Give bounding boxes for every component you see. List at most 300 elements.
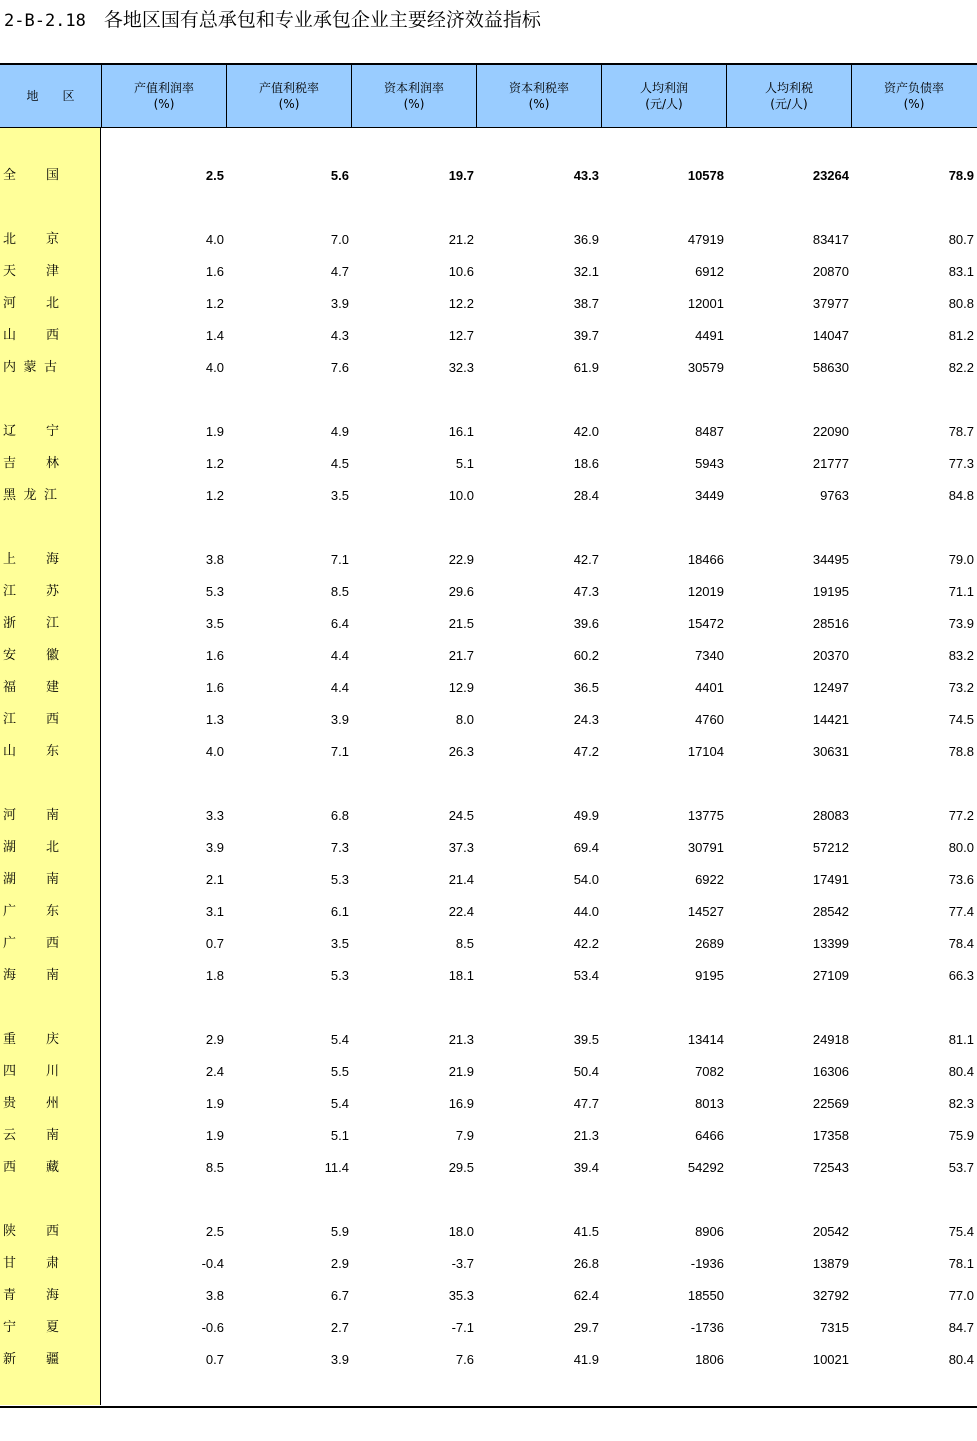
value-cell: 28.4 xyxy=(573,488,599,503)
value-cell: 18466 xyxy=(687,552,724,567)
region-name xyxy=(3,806,59,826)
value-cell: 26.8 xyxy=(573,1256,599,1271)
header-col-4-line2: (%) xyxy=(528,97,550,111)
region-name-char: 上 xyxy=(3,552,17,567)
value-cell: 13414 xyxy=(687,1032,724,1047)
region-name-char: 湖 xyxy=(3,872,17,887)
value-cell: 7.6 xyxy=(330,360,349,375)
value-cell: 2.1 xyxy=(205,872,224,887)
value-cell: 1.8 xyxy=(205,968,224,983)
value-cell: 7.0 xyxy=(330,232,349,247)
header-col-3-line1: 资本利润率 xyxy=(383,81,444,95)
value-cell: 37977 xyxy=(812,296,849,311)
table-code: 2-B-2.18 xyxy=(4,11,86,31)
value-cell: 80.0 xyxy=(948,840,974,855)
value-cell: 53.7 xyxy=(948,1160,974,1175)
region-name-char: 黑 xyxy=(3,488,17,503)
header-col-5-line1: 人均利润 xyxy=(639,81,688,95)
value-cell: 1.9 xyxy=(205,1128,224,1143)
table-row xyxy=(0,710,977,730)
region-name xyxy=(3,614,59,634)
table-row xyxy=(0,902,977,922)
header-col-7 xyxy=(852,65,976,127)
value-cell: 24918 xyxy=(812,1032,849,1047)
region-name xyxy=(3,710,59,730)
header-col-3 xyxy=(352,65,476,127)
value-cell: -7.1 xyxy=(451,1320,474,1335)
region-name xyxy=(3,870,59,890)
region-name-char: 辽 xyxy=(3,424,17,439)
region-name-char: 山 xyxy=(3,744,17,759)
value-cell: 26.3 xyxy=(448,744,474,759)
value-cell: 7340 xyxy=(695,648,724,663)
value-cell: 78.7 xyxy=(948,424,974,439)
value-cell: 77.3 xyxy=(948,456,974,471)
header-col-7-line2: (%) xyxy=(903,97,925,111)
region-name xyxy=(3,358,57,378)
region-name-char: 西 xyxy=(45,936,59,951)
header-col-5 xyxy=(602,65,726,127)
value-cell: 0.7 xyxy=(205,1352,224,1367)
table-row xyxy=(0,1030,977,1050)
region-name-char: 北 xyxy=(45,840,59,855)
region-name-char: 东 xyxy=(45,744,59,759)
value-cell: 78.1 xyxy=(948,1256,974,1271)
value-cell: 83417 xyxy=(812,232,849,247)
value-cell: 75.4 xyxy=(948,1224,974,1239)
value-cell: 1.6 xyxy=(205,680,224,695)
value-cell: 38.7 xyxy=(573,296,599,311)
region-name xyxy=(3,550,59,570)
header-col-2-line2: (%) xyxy=(278,97,300,111)
value-cell: 16.1 xyxy=(448,424,474,439)
header-col-6-line1: 人均利税 xyxy=(764,81,813,95)
header-col-6-line2: (元/人) xyxy=(770,97,808,111)
value-cell: 6.8 xyxy=(330,808,349,823)
value-cell: 13879 xyxy=(812,1256,849,1271)
value-cell: 47919 xyxy=(687,232,724,247)
value-cell: 7.3 xyxy=(330,840,349,855)
value-cell: 1.2 xyxy=(205,296,224,311)
value-cell: 22.9 xyxy=(448,552,474,567)
value-cell: 12.2 xyxy=(448,296,474,311)
value-cell: -0.6 xyxy=(201,1320,224,1335)
region-name-char: 江 xyxy=(43,488,57,503)
value-cell: 3.9 xyxy=(330,296,349,311)
value-cell: 1.9 xyxy=(205,1096,224,1111)
value-cell: 13399 xyxy=(812,936,849,951)
region-name-char: 宁 xyxy=(45,424,59,439)
value-cell: 58630 xyxy=(812,360,849,375)
table-row xyxy=(0,1094,977,1114)
table-row xyxy=(0,966,977,986)
value-cell: 39.4 xyxy=(573,1160,599,1175)
value-cell: 34495 xyxy=(812,552,849,567)
value-cell: 24.3 xyxy=(573,712,599,727)
region-name-char: 江 xyxy=(3,584,17,599)
region-name-char: 青 xyxy=(3,1288,17,1303)
value-cell: 12001 xyxy=(687,296,724,311)
region-name-char: 甘 xyxy=(3,1256,17,1271)
value-cell: 47.7 xyxy=(573,1096,599,1111)
region-name xyxy=(3,1318,59,1338)
header-col-4-line1: 资本利税率 xyxy=(508,81,569,95)
table-row xyxy=(0,838,977,858)
region-name-char: 西 xyxy=(45,712,59,727)
table-row xyxy=(0,326,977,346)
value-cell: 21.7 xyxy=(448,648,474,663)
region-name-char: 南 xyxy=(45,968,59,983)
value-cell: 32792 xyxy=(812,1288,849,1303)
value-cell: 69.4 xyxy=(573,840,599,855)
value-cell: 4.0 xyxy=(205,360,224,375)
value-cell: 18.6 xyxy=(573,456,599,471)
value-cell: 1.3 xyxy=(205,712,224,727)
value-cell: 39.6 xyxy=(573,616,599,631)
value-cell: 3.5 xyxy=(330,936,349,951)
value-cell: 3.5 xyxy=(205,616,224,631)
value-cell: 22090 xyxy=(812,424,849,439)
region-name xyxy=(3,742,59,762)
region-name xyxy=(3,678,59,698)
region-name-char: 东 xyxy=(45,904,59,919)
value-cell: 1806 xyxy=(695,1352,724,1367)
value-cell: 28542 xyxy=(812,904,849,919)
value-cell: 80.8 xyxy=(948,296,974,311)
region-name-char: 全 xyxy=(3,168,17,183)
value-cell: 6466 xyxy=(695,1128,724,1143)
region-name xyxy=(3,838,59,858)
table-row xyxy=(0,934,977,954)
value-cell: 10.0 xyxy=(448,488,474,503)
header-region xyxy=(0,65,101,127)
region-name xyxy=(3,1286,59,1306)
value-cell: 2.5 xyxy=(205,168,224,183)
value-cell: 42.7 xyxy=(573,552,599,567)
value-cell: 73.2 xyxy=(948,680,974,695)
value-cell: 21.9 xyxy=(448,1064,474,1079)
value-cell: 5.3 xyxy=(205,584,224,599)
value-cell: 42.2 xyxy=(573,936,599,951)
value-cell: 27109 xyxy=(812,968,849,983)
region-name-char: 重 xyxy=(3,1032,17,1047)
value-cell: 5.9 xyxy=(330,1224,349,1239)
value-cell: 7315 xyxy=(820,1320,849,1335)
region-name-char: 云 xyxy=(3,1128,17,1143)
value-cell: 1.2 xyxy=(205,488,224,503)
header-col-4 xyxy=(477,65,601,127)
bottom-rule xyxy=(0,1406,977,1408)
value-cell: 53.4 xyxy=(573,968,599,983)
region-name-char: 西 xyxy=(45,1224,59,1239)
value-cell: 44.0 xyxy=(573,904,599,919)
table-header xyxy=(0,65,977,128)
region-name xyxy=(3,454,59,474)
region-name xyxy=(3,934,59,954)
value-cell: 5.3 xyxy=(330,872,349,887)
value-cell: 4.4 xyxy=(330,680,349,695)
region-name-char: 建 xyxy=(45,680,59,695)
value-cell: 36.9 xyxy=(573,232,599,247)
value-cell: 78.4 xyxy=(948,936,974,951)
region-name-char: 蒙 xyxy=(23,360,37,375)
value-cell: 60.2 xyxy=(573,648,599,663)
value-cell: 4.0 xyxy=(205,744,224,759)
table-row xyxy=(0,358,977,378)
table-row xyxy=(0,1062,977,1082)
region-name-char: 安 xyxy=(3,648,17,663)
table-row xyxy=(0,550,977,570)
value-cell: 82.2 xyxy=(948,360,974,375)
value-cell: 80.4 xyxy=(948,1064,974,1079)
value-cell: 3.9 xyxy=(330,1352,349,1367)
value-cell: -1736 xyxy=(690,1320,724,1335)
region-name xyxy=(3,966,59,986)
value-cell: 1.4 xyxy=(205,328,224,343)
table-row xyxy=(0,1254,977,1274)
value-cell: 8.5 xyxy=(330,584,349,599)
value-cell: 23264 xyxy=(812,168,849,183)
table-row xyxy=(0,230,977,250)
region-name-char: 南 xyxy=(45,808,59,823)
value-cell: 79.0 xyxy=(948,552,974,567)
value-cell: 4760 xyxy=(695,712,724,727)
value-cell: 35.3 xyxy=(448,1288,474,1303)
value-cell: 5.3 xyxy=(330,968,349,983)
region-name-char: 南 xyxy=(45,872,59,887)
value-cell: 6.4 xyxy=(330,616,349,631)
value-cell: 19195 xyxy=(812,584,849,599)
value-cell: 1.9 xyxy=(205,424,224,439)
value-cell: 6912 xyxy=(695,264,724,279)
value-cell: 73.9 xyxy=(948,616,974,631)
value-cell: 54.0 xyxy=(573,872,599,887)
value-cell: 5.4 xyxy=(330,1032,349,1047)
value-cell: 7082 xyxy=(695,1064,724,1079)
value-cell: 8.5 xyxy=(205,1160,224,1175)
value-cell: 61.9 xyxy=(573,360,599,375)
value-cell: 81.2 xyxy=(948,328,974,343)
value-cell: 7.1 xyxy=(330,744,349,759)
value-cell: 83.1 xyxy=(948,264,974,279)
table-row xyxy=(0,1126,977,1146)
value-cell: 1.6 xyxy=(205,648,224,663)
value-cell: 1.6 xyxy=(205,264,224,279)
value-cell: 1.2 xyxy=(205,456,224,471)
value-cell: 71.1 xyxy=(948,584,974,599)
region-name-char: 苏 xyxy=(45,584,59,599)
page-title xyxy=(4,6,541,34)
value-cell: 77.4 xyxy=(948,904,974,919)
value-cell: 28516 xyxy=(812,616,849,631)
value-cell: 7.9 xyxy=(455,1128,474,1143)
region-name-char: 夏 xyxy=(45,1320,59,1335)
table-row xyxy=(0,486,977,506)
value-cell: 10.6 xyxy=(448,264,474,279)
region-name-char: 徽 xyxy=(45,648,59,663)
region-name-char: 古 xyxy=(43,360,57,375)
value-cell: 80.7 xyxy=(948,232,974,247)
value-cell: 84.8 xyxy=(948,488,974,503)
region-name xyxy=(3,646,59,666)
region-name xyxy=(3,1158,59,1178)
value-cell: 42.0 xyxy=(573,424,599,439)
value-cell: 21777 xyxy=(812,456,849,471)
value-cell: 21.4 xyxy=(448,872,474,887)
table-row xyxy=(0,422,977,442)
value-cell: 3.8 xyxy=(205,1288,224,1303)
region-name-char: 贵 xyxy=(3,1096,17,1111)
value-cell: 39.7 xyxy=(573,328,599,343)
value-cell: 21.3 xyxy=(448,1032,474,1047)
value-cell: 77.0 xyxy=(948,1288,974,1303)
region-name xyxy=(3,262,59,282)
value-cell: 22.4 xyxy=(448,904,474,919)
value-cell: 20870 xyxy=(812,264,849,279)
value-cell: 5.6 xyxy=(330,168,349,183)
value-cell: 4.5 xyxy=(330,456,349,471)
region-name xyxy=(3,1350,59,1370)
value-cell: 3.5 xyxy=(330,488,349,503)
value-cell: 49.9 xyxy=(573,808,599,823)
value-cell: 11.4 xyxy=(324,1160,349,1175)
header-col-7-line1: 资产负债率 xyxy=(883,81,944,95)
table-title: 各地区国有总承包和专业承包企业主要经济效益指标 xyxy=(103,9,541,31)
value-cell: 18.0 xyxy=(448,1224,474,1239)
value-cell: 54292 xyxy=(687,1160,724,1175)
value-cell: 3.8 xyxy=(205,552,224,567)
value-cell: 75.9 xyxy=(948,1128,974,1143)
value-cell: 4.4 xyxy=(330,648,349,663)
region-name xyxy=(3,1126,59,1146)
value-cell: 4401 xyxy=(695,680,724,695)
region-name-char: 新 xyxy=(3,1352,17,1367)
table-row xyxy=(0,262,977,282)
value-cell: 6.7 xyxy=(330,1288,349,1303)
region-name-char: 四 xyxy=(3,1064,17,1079)
value-cell: 81.1 xyxy=(948,1032,974,1047)
value-cell: 7.1 xyxy=(330,552,349,567)
region-name xyxy=(3,230,59,250)
value-cell: 21.5 xyxy=(448,616,474,631)
value-cell: 39.5 xyxy=(573,1032,599,1047)
region-name xyxy=(3,166,59,186)
value-cell: 77.2 xyxy=(948,808,974,823)
value-cell: 78.9 xyxy=(948,168,974,183)
table-row xyxy=(0,1222,977,1242)
value-cell: 29.5 xyxy=(448,1160,474,1175)
value-cell: 73.6 xyxy=(948,872,974,887)
region-column-background xyxy=(0,128,101,1405)
value-cell: 28083 xyxy=(812,808,849,823)
value-cell: 7.6 xyxy=(455,1352,474,1367)
region-name-char: 吉 xyxy=(3,456,17,471)
value-cell: 21.3 xyxy=(573,1128,599,1143)
region-name xyxy=(3,294,59,314)
value-cell: 36.5 xyxy=(573,680,599,695)
value-cell: 5943 xyxy=(695,456,724,471)
table-row xyxy=(0,1350,977,1370)
value-cell: -3.7 xyxy=(451,1256,474,1271)
region-name-char: 藏 xyxy=(45,1160,59,1175)
region-name-char: 京 xyxy=(45,232,59,247)
table-row xyxy=(0,1158,977,1178)
value-cell: 8.5 xyxy=(455,936,474,951)
region-name-char: 州 xyxy=(45,1096,59,1111)
value-cell: 4491 xyxy=(695,328,724,343)
region-name-char: 疆 xyxy=(45,1352,59,1367)
value-cell: 62.4 xyxy=(573,1288,599,1303)
region-name xyxy=(3,1222,59,1242)
header-region-label: 地 区 xyxy=(26,89,75,103)
region-name-char: 福 xyxy=(3,680,17,695)
value-cell: 6.1 xyxy=(330,904,349,919)
value-cell: 9195 xyxy=(695,968,724,983)
region-name xyxy=(3,1030,59,1050)
table-row xyxy=(0,806,977,826)
value-cell: 19.7 xyxy=(448,168,474,183)
region-name-char: 宁 xyxy=(3,1320,17,1335)
value-cell: 2689 xyxy=(695,936,724,951)
value-cell: 2.5 xyxy=(205,1224,224,1239)
value-cell: 2.9 xyxy=(205,1032,224,1047)
value-cell: 74.5 xyxy=(948,712,974,727)
value-cell: 4.3 xyxy=(330,328,349,343)
value-cell: 17104 xyxy=(687,744,724,759)
region-name-char: 广 xyxy=(3,904,17,919)
value-cell: 22569 xyxy=(812,1096,849,1111)
value-cell: 20370 xyxy=(812,648,849,663)
value-cell: 30791 xyxy=(687,840,724,855)
value-cell: 16.9 xyxy=(448,1096,474,1111)
region-name-char: 肃 xyxy=(45,1256,59,1271)
value-cell: 5.1 xyxy=(330,1128,349,1143)
value-cell: 30579 xyxy=(687,360,724,375)
table-row xyxy=(0,678,977,698)
value-cell: 37.3 xyxy=(448,840,474,855)
region-name-char: 海 xyxy=(45,1288,59,1303)
header-col-5-line2: (元/人) xyxy=(645,97,683,111)
value-cell: 8013 xyxy=(695,1096,724,1111)
value-cell: 41.9 xyxy=(573,1352,599,1367)
value-cell: 17491 xyxy=(812,872,849,887)
value-cell: 5.1 xyxy=(455,456,474,471)
value-cell: 4.0 xyxy=(205,232,224,247)
region-name-char: 山 xyxy=(3,328,17,343)
value-cell: 47.2 xyxy=(573,744,599,759)
value-cell: 5.4 xyxy=(330,1096,349,1111)
value-cell: 14047 xyxy=(812,328,849,343)
value-cell: 17358 xyxy=(812,1128,849,1143)
region-name xyxy=(3,1094,59,1114)
value-cell: 18550 xyxy=(687,1288,724,1303)
table-row xyxy=(0,742,977,762)
table-row xyxy=(0,1286,977,1306)
region-name-char: 庆 xyxy=(45,1032,59,1047)
value-cell: -0.4 xyxy=(201,1256,224,1271)
value-cell: 20542 xyxy=(812,1224,849,1239)
value-cell: 3.1 xyxy=(205,904,224,919)
value-cell: 66.3 xyxy=(948,968,974,983)
region-name xyxy=(3,422,59,442)
value-cell: 24.5 xyxy=(448,808,474,823)
header-col-2 xyxy=(227,65,351,127)
value-cell: 9763 xyxy=(820,488,849,503)
value-cell: 2.4 xyxy=(205,1064,224,1079)
region-name-char: 西 xyxy=(45,328,59,343)
value-cell: 83.2 xyxy=(948,648,974,663)
region-name-char: 林 xyxy=(45,456,59,471)
